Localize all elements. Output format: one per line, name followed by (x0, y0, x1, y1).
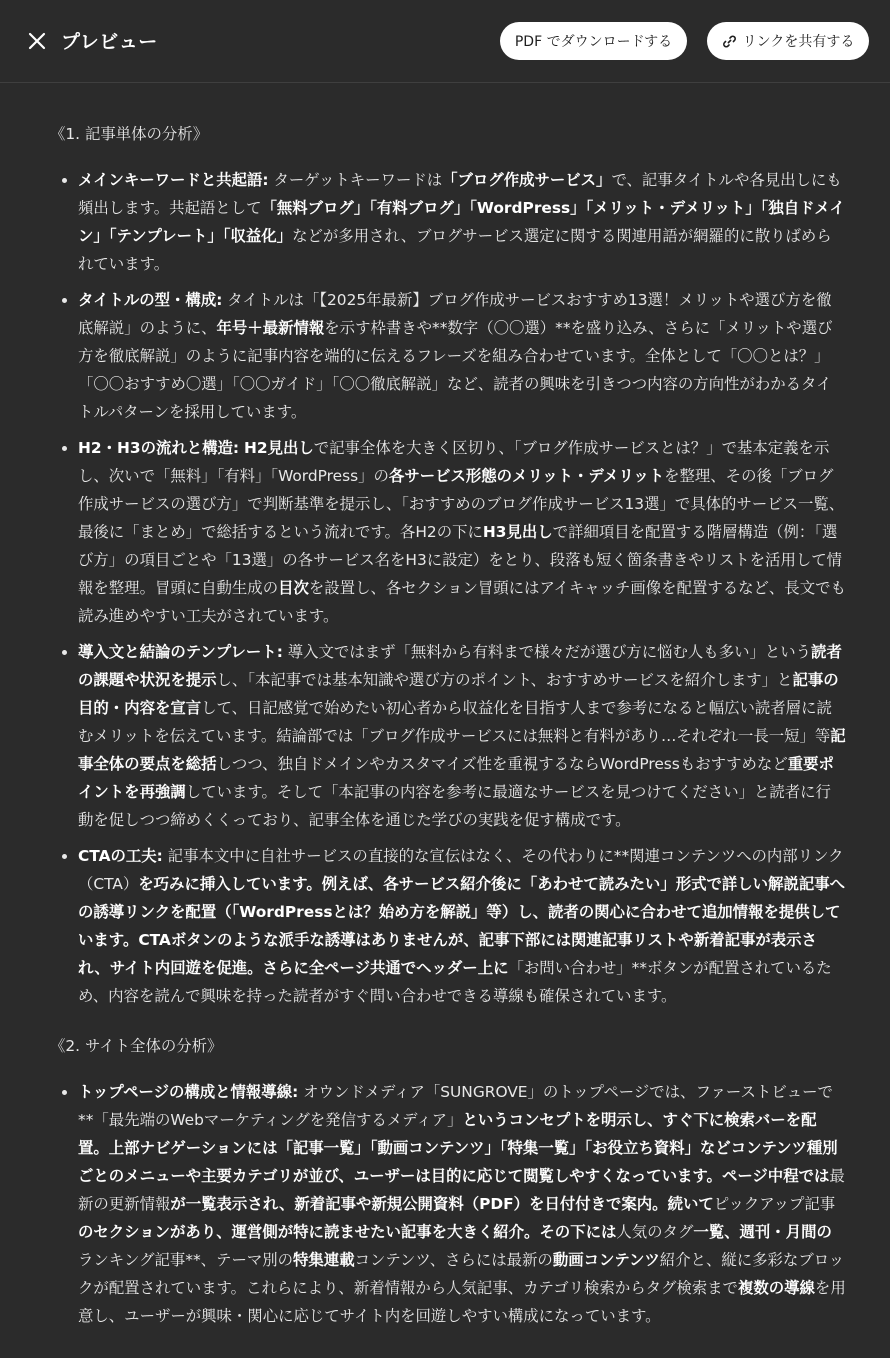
text: などが多用され、ブログサービス選定に関する関連用語が網羅的に散りばめられています。 (78, 227, 832, 273)
text: 「お問い合わせ」**ボタンが配置されているため、内容を読んで興味を持った読者がすぐ問い合わせできる導線も確保されています。 (78, 959, 832, 1005)
bold-text: 特集連載 (293, 1251, 355, 1269)
text: で、記事タイトルや各見出しにも頻出します。共起語として (78, 171, 842, 217)
bold-text: が一覧表示され、新着記事や新規公開資料（PDF）を日付付きで案内。続いて (170, 1195, 714, 1213)
bold-text: 一覧、週刊・月間の (693, 1223, 832, 1241)
section-title: 《2. サイト全体の分析》 (50, 1037, 223, 1055)
bold-text: のセクションがあり、運営側が特に読ませたい記事を大きく紹介。その下には (78, 1223, 617, 1241)
bold-text: 複数の導線 (737, 1279, 815, 1297)
bold-text: H3見出し (482, 523, 553, 541)
text: を示す枠書きや**数字（〇〇選）**を盛り込み、さらに「メリットや選び方を徹底解説」のように記事内容を端的に伝えるフレーズを組み合わせています。全体として「〇〇とは？」「〇〇おすすめ〇選」「〇〇ガイド」「〇〇徹底解説」など、読者の興味を引きつつ内容の方向性がわかるタイトルパターンを採用しています。 (78, 319, 833, 421)
bold-text: 記事全体の要点を総括 (78, 727, 846, 773)
text: コンテンツ、さらには最新の (354, 1251, 553, 1269)
text: 記事本文中に自社サービスの直接的な宣伝はなく、その代わりに**関連コンテンツへの内部リンク（CTA） (78, 847, 844, 893)
bold-text: 導入文と結論のテンプレート: (78, 643, 283, 661)
bold-text: 「無料ブログ」「有料ブログ」「WordPress」「メリット・デメリット」「独自ドメイン」「テンプレート」「収益化」 (78, 199, 845, 245)
text: ピックアップ記事 (713, 1195, 836, 1213)
list-item (78, 286, 846, 426)
text: で詳細項目を配置する階層構造（例：「選び方」の項目ごとや「13選」の各サービス名をH3に設定）をとり、段落も短く箇条書きやリストを活用して情報を整理。冒頭に自動生成の (78, 523, 843, 597)
section-list (50, 166, 846, 1010)
text: 最新の更新情報 (78, 1167, 845, 1213)
close-icon[interactable] (26, 30, 48, 52)
section-title: 《1. 記事単体の分析》 (50, 125, 209, 143)
text: して、日記感覚で始めたい初心者から収益化を目指す人まで参考になると幅広い読者層に読むメリットを伝えています。結論部では「ブログ作成サービスには無料と有料があり…それぞれ一長一短」等 (78, 699, 832, 745)
page-title: プレビュー (61, 31, 158, 53)
bold-text: 目次 (278, 579, 309, 597)
text: を設置し、各セクション冒頭にはアイキャッチ画像を配置するなど、長文でも読み進めやすい工夫がされています。 (78, 579, 846, 625)
list-item (78, 638, 846, 834)
bold-text: トップページの構成と情報導線: (78, 1083, 299, 1101)
text: し、「本記事では基本知識や選び方のポイント、おすすめサービスを紹介します」と (216, 671, 793, 689)
bold-text: 各サービス形態のメリット・デメリット (388, 467, 665, 485)
text: ターゲットキーワードは (268, 171, 443, 189)
bold-text: H2・H3の流れと構造: (78, 439, 240, 457)
text: を整理、その後「ブログ作成サービスの選び方」で判断基準を提示し、「おすすめのブログ作成サービス13選」で具体的サービス一覧、最後に「まとめ」で総括するという流れです。各H2の下に (78, 467, 845, 541)
preview-content (0, 84, 890, 1338)
text: 導入文ではまず「無料から有料まで様々だが選び方に悩む人も多い」という (282, 643, 812, 661)
list-item (78, 434, 846, 630)
bold-text: というコンセプトを明示し、すぐ下に検索バーを配置。上部ナビゲーションには「記事一覧」「動画コンテンツ」「特集一覧」「お役立ち資料」などコンテンツ種別ごとのメニューや主要カテゴリが並び、ユーザーは目的に応じて閲覧しやすくなっています。ページ中程では (78, 1111, 838, 1185)
text: しています。そして「本記事の内容を参考に最適なサービスを見つけてください」と読者に行動を促しつつ締めくくっており、記事全体を通じた学びの実践を促す構成です。 (78, 783, 831, 829)
bold-text: 重要ポイントを再強調 (78, 755, 834, 801)
text: 紹介と、縦に多彩なブロックが配置されています。これらにより、新着情報から人気記事、カテゴリ検索からタグ検索まで (78, 1251, 845, 1297)
bold-text: を巧みに挿入しています。例えば、各サービス紹介後に「あわせて読みたい」形式で詳しい解説記事への誘導リンクを配置（「WordPressとは？始め方を解説」等）し、読者の関心に合わせて追加情報を提供しています。CTAボタンのような派手な誘導はありませんが、記事下部には関連記事リストや新着記事が表示され、サイト内回遊を促進。さらに全ページ共通でヘッダー上に (78, 875, 846, 977)
bold-text: CTAの工夫: (78, 847, 163, 865)
bold-text: H2見出し (243, 439, 314, 457)
bold-text: 動画コンテンツ (552, 1251, 660, 1269)
bold-text: タイトルの型・構成: (78, 291, 223, 309)
link-icon (722, 34, 737, 49)
text: オウンドメディア「SUNGROVE」のトップページでは、ファーストビューで**「最先端のWebマーケティングを発信するメディア」 (78, 1083, 833, 1129)
text: 人気のタグ (616, 1223, 694, 1241)
download-pdf-button[interactable]: PDF でダウンロードする (500, 22, 687, 60)
bold-text: メインキーワードと共起語: (78, 171, 269, 189)
share-link-label: リンクを共有する (742, 34, 855, 50)
bold-text: 「ブログ作成サービス」 (442, 171, 612, 189)
section-list (50, 1078, 846, 1330)
bold-text: 年号＋最新情報 (216, 319, 325, 337)
text: ランキング記事**、テーマ別の (78, 1251, 294, 1269)
list-item (78, 166, 846, 278)
list-item (78, 842, 846, 1010)
text: を用意し、ユーザーが興味・関心に応じてサイト内を回遊しやすい構成になっています。 (78, 1279, 846, 1325)
text: しつつ、独自ドメインやカスタマイズ性を重視するならWordPressもおすすめなど (216, 755, 788, 773)
list-item (78, 1078, 846, 1330)
bold-text: 読者の課題や状況を提示 (78, 643, 842, 689)
text: タイトルは「【2025年最新】ブログ作成サービスおすすめ13選！メリットや選び方を徹底解説」のように、 (78, 291, 832, 337)
bold-text: 記事の目的・内容を宣言 (78, 671, 839, 717)
text: で記事全体を大きく区切り、「ブログ作成サービスとは？」で基本定義を示し、次いで「無料」「有料」「WordPress」の (78, 439, 830, 485)
header-bar (0, 0, 890, 83)
share-link-button[interactable] (707, 22, 869, 60)
